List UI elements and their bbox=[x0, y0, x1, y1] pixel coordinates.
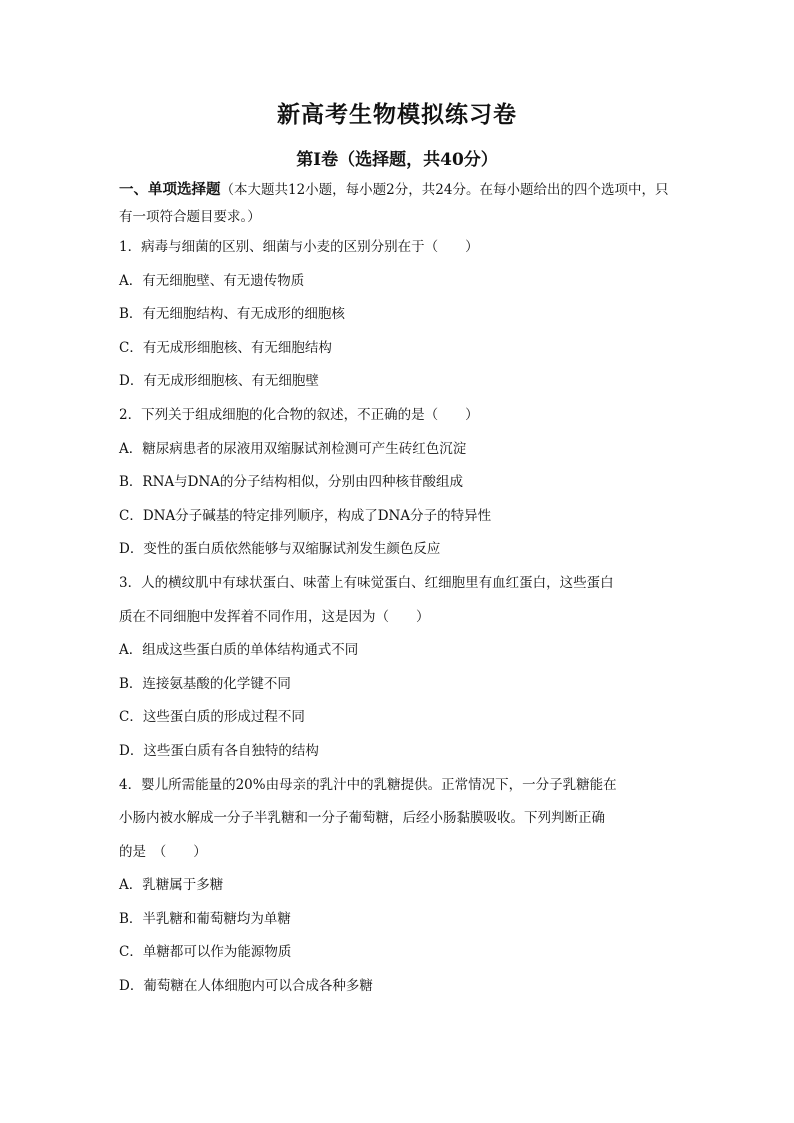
option-a: A．组成这些蛋白质的单体结构通式不同 bbox=[119, 642, 359, 659]
question-stem: 4．婴儿所需能量的20%由母亲的乳汁中的乳糖提供。正常情况下，一分子乳糖能在 bbox=[119, 776, 617, 793]
option-d: D．变性的蛋白质依然能够与双缩脲试剂发生颜色反应 bbox=[119, 541, 441, 558]
option-d: D．葡萄糖在人体细胞内可以合成各种多糖 bbox=[119, 978, 373, 995]
section-instructions: （本大题共12小题，每小题2分，共24分。在每小题给出的四个选项中，只有一项符合题目要求。） bbox=[119, 182, 669, 225]
question-1 bbox=[119, 231, 679, 399]
option-c: C．单糖都可以作为能源物质 bbox=[119, 944, 292, 961]
document-content bbox=[119, 176, 679, 1004]
option-a: A．有无细胞壁、有无遗传物质 bbox=[119, 272, 305, 289]
section-heading bbox=[119, 176, 679, 231]
option-b: B．RNA与DNA的分子结构相似，分别由四种核苷酸组成 bbox=[119, 474, 464, 491]
page-title: 新高考生物模拟练习卷 bbox=[277, 101, 517, 128]
section-title: 一、单项选择题 bbox=[119, 181, 221, 198]
question-stem: 2．下列关于组成细胞的化合物的叙述，不正确的是（ ） bbox=[119, 406, 479, 423]
option-a: A．糖尿病患者的尿液用双缩脲试剂检测可产生砖红色沉淀 bbox=[119, 440, 467, 457]
question-3 bbox=[119, 567, 679, 769]
option-d: D．有无成形细胞核、有无细胞壁 bbox=[119, 373, 319, 390]
option-c: C．有无成形细胞核、有无细胞结构 bbox=[119, 339, 332, 356]
page-subtitle: 第Ⅰ卷（选择题，共40分） bbox=[296, 150, 498, 170]
question-stem: 质在不同细胞中发挥着不同作用，这是因为（ ） bbox=[119, 608, 430, 625]
question-stem: 1．病毒与细菌的区别、细菌与小麦的区别分别在于（ ） bbox=[119, 239, 479, 255]
question-stem: 的是 （ ） bbox=[119, 843, 207, 860]
option-a: A．乳糖属于多糖 bbox=[119, 877, 224, 894]
option-d: D．这些蛋白质有各自独特的结构 bbox=[119, 742, 319, 759]
option-c: C．DNA分子碱基的特定排列顺序，构成了DNA分子的特异性 bbox=[119, 507, 492, 524]
option-b: B．半乳糖和葡萄糖均为单糖 bbox=[119, 910, 291, 927]
question-2 bbox=[119, 399, 679, 567]
question-4 bbox=[119, 769, 679, 1004]
option-b: B．有无细胞结构、有无成形的细胞核 bbox=[119, 306, 345, 323]
option-c: C．这些蛋白质的形成过程不同 bbox=[119, 709, 305, 726]
question-stem: 3．人的横纹肌中有球状蛋白、味蕾上有味觉蛋白、红细胞里有血红蛋白，这些蛋白 bbox=[119, 574, 614, 591]
option-b: B．连接氨基酸的化学键不同 bbox=[119, 675, 291, 692]
question-stem: 小肠内被水解成一分子半乳糖和一分子葡萄糖，后经小肠黏膜吸收。下列判断正确 bbox=[119, 810, 605, 827]
